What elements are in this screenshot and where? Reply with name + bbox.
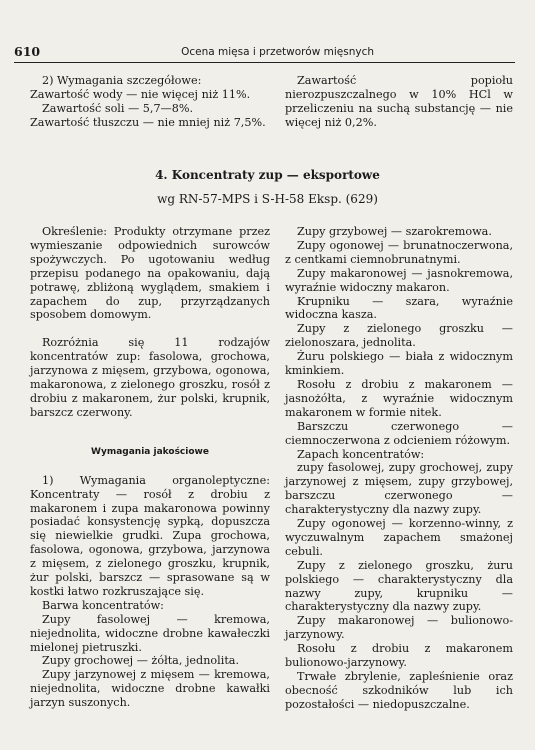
zur-color: Żuru polskiego — biała z widocznym kminkiem. (285, 350, 513, 378)
running-title: Ocena mięsa i przetworów mięsnych (181, 46, 374, 58)
rosol-color: Rosołu z drobiu z makaronem — jasnożółta, z wyraźnie widocznym makaronem w formie nitek. (285, 377, 513, 419)
smell-groszek-zur: Zupy z zielonego groszku, żuru polskiego — charakterystyczny dla nazwy zupy, krupniku — charakterystyczny dla nazwy zupy. (285, 558, 513, 614)
page-number: 610 (14, 44, 41, 59)
smell-general: zupy fasolowej, zupy grochowej, zupy jarzynowej z mięsem, zupy grzybowej, barszczu czerwonego — charakterystyczny dla nazwy zupy. (285, 461, 513, 517)
barszcz-color: Barszczu czerwonego — ciemnoczerwona z odcieniem różowym. (285, 419, 513, 447)
color-heading: Barwa koncentratów: (42, 598, 164, 612)
smell-makaronowa: Zupy makaronowej — bulionowo-jarzynowy. (285, 614, 513, 642)
grzybowa-color: Zupy grzybowej — szarokremowa. (297, 225, 492, 238)
definition-paragraph: Określenie: Produkty otrzymane przez wymieszanie odpowiednich surowców spożywczych. Po ugotowaniu według przepisu podanego na opakowaniu, dają potrawę, zbliżoną wyglądem, smakiem i zapachem do zup, przyrządzanych sposobem domowym. (30, 225, 270, 322)
top-right-column (285, 74, 513, 130)
grochowa-color: Zupy grochowej — żółta, jednolita. (42, 654, 240, 668)
ogonowa-color: Zupy ogonowej — brunatnoczerwona, z centkami ciemnobrunatnymi. (285, 238, 513, 266)
ash-content: Zawartość popiołu nierozpuszczalnego w 10% HCl w przeliczeniu na suchą substancję — nie więcej niż 0,2%. (285, 74, 513, 129)
main-left-column (30, 225, 270, 710)
requirements-heading: 2) Wymagania szczegółowe: (42, 74, 202, 87)
page-header (14, 40, 515, 63)
organoleptic-paragraph: 1) Wymagania organoleptyczne: Koncentraty — rosół z drobiu z makaronem i zupa makaronowa powinny posiadać konsystencję sypką, dopuszcza się niewielkie grudki. Zupa grochowa, fasolowa, ogonowa, grzybowa, jarzynowa z mięsem, z zielonego groszku, krupnik, żur polski, barszcz — sprasowane są w kostki łatwo rozkruszające się. (30, 473, 270, 598)
groszek-color: Zupy z zielonego groszku — zielonoszara, jednolita. (285, 322, 513, 350)
salt-content: Zawartość soli — 5,7—8%. (42, 101, 194, 115)
section-subtitle: wg RN-57-MPS i S-H-58 Eksp. (629) (157, 192, 378, 206)
quality-subheading: Wymagania jakościowe (91, 446, 209, 457)
section-title: 4. Koncentraty zup — eksportowe (155, 168, 380, 182)
types-paragraph: Rozróżnia się 11 rodzajów koncentratów zup: fasolowa, grochowa, jarzynowa z mięsem, grzybowa, ogonowa, makaronowa, z zielonego groszku, rosół z drobiu z makaronem, żur polski, krupnik, barszcz czerwony. (30, 336, 270, 419)
smell-heading: Zapach koncentratów: (297, 447, 425, 461)
water-content: Zawartość wody — nie więcej niż 11%. (30, 87, 251, 101)
defects-note: Trwałe zbrylenie, zapleśnienie oraz obecność szkodników lub ich pozostałości — niedopuszczalne. (285, 670, 513, 711)
fat-content: Zawartość tłuszczu — nie mniej niż 7,5%. (30, 115, 266, 129)
top-left-column (30, 74, 270, 130)
jarzynowa-color: Zupy jarzynowej z mięsem — kremowa, niejednolita, widoczne drobne kawałki jarzyn suszonych. (30, 668, 270, 710)
fasolowa-color: Zupy fasolowej — kremowa, niejednolita, widoczne drobne kawałeczki mielonej pietruszki. (30, 612, 270, 654)
smell-ogonowa: Zupy ogonowej — korzenno-winny, z wyczuwalnym zapachem smażonej cebuli. (285, 517, 513, 558)
makaronowa-color: Zupy makaronowej — jasnokremowa, wyraźnie widoczny makaron. (285, 266, 513, 294)
krupnik-color: Krupniku — szara, wyraźnie widoczna kasza. (285, 294, 513, 322)
smell-rosol: Rosołu z drobiu z makaronem bulionowo-jarzynowy. (285, 642, 513, 670)
main-right-column (285, 225, 513, 712)
